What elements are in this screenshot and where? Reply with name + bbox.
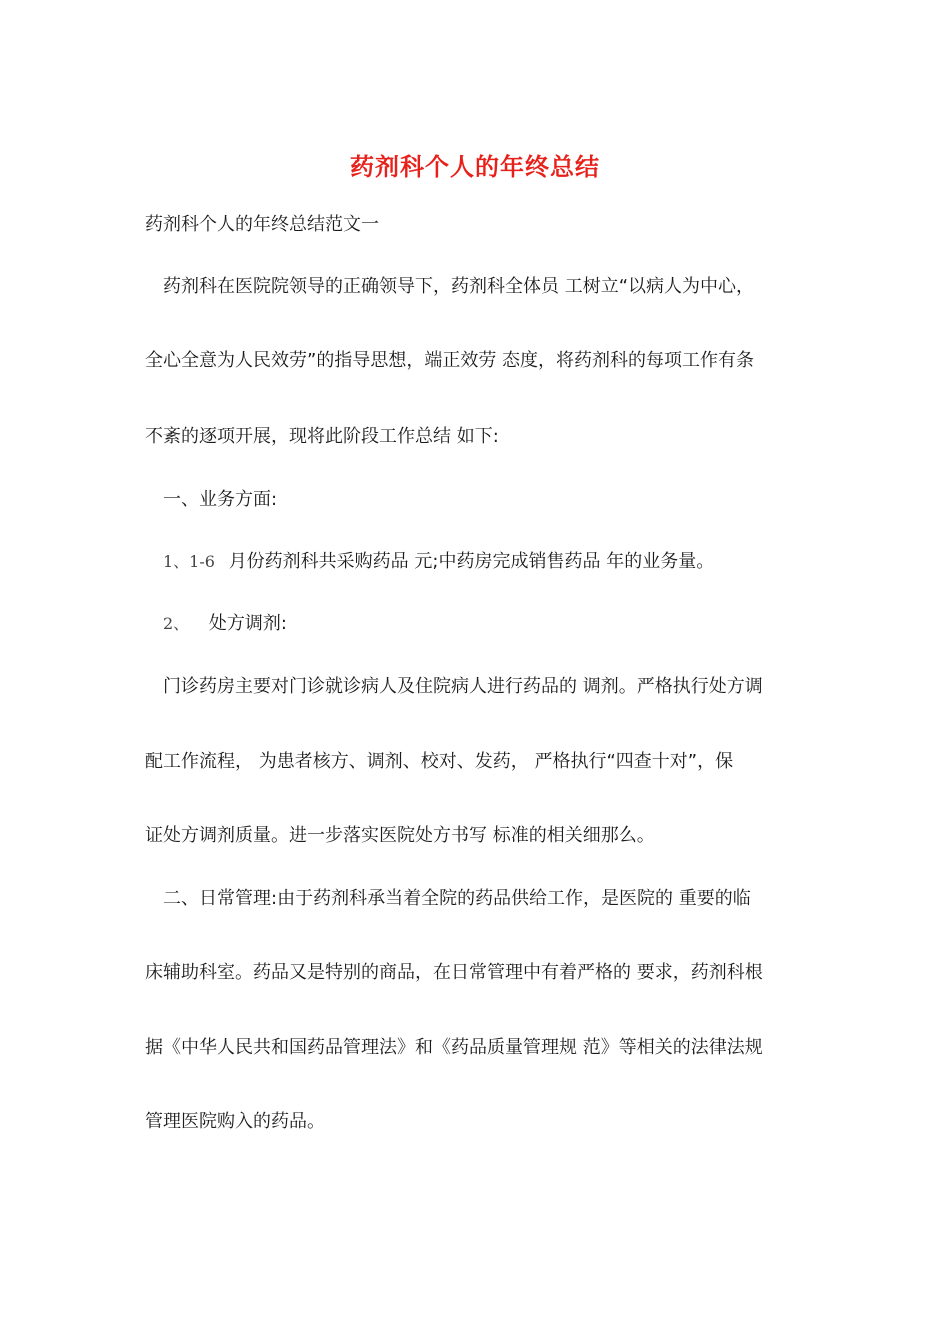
list-item-number: 1、1-6 <box>163 552 215 571</box>
list-item-purchasing <box>163 549 843 575</box>
list-item-text: 处方调剂: <box>208 613 287 634</box>
document-title: 药剂科个人的年终总结 <box>350 153 600 181</box>
list-item-text: 月份药剂科共采购药品 元;中药房完成销售药品 年的业务量。 <box>228 551 715 572</box>
management-line-4: 管理医院购入的药品。 <box>145 1111 325 1132</box>
list-item-number: 2、 <box>163 614 190 633</box>
dispensing-line-1: 门诊药房主要对门诊就诊病人及住院病人进行药品的 调剂。严格执行处方调 <box>163 676 763 697</box>
management-line-1: 二、日常管理:由于药剂科承当着全院的药品供给工作，是医院的 重要的临 <box>163 888 751 909</box>
document-subtitle: 药剂科个人的年终总结范文一 <box>145 214 379 235</box>
dispensing-line-3: 证处方调剂质量。进一步落实医院处方书写 标准的相关细那么。 <box>145 825 655 846</box>
intro-line-3: 不紊的逐项开展，现将此阶段工作总结 如下: <box>145 426 499 447</box>
intro-line-2: 全心全意为人民效劳”的指导思想，端正效劳 态度，将药剂科的每项工作有条 <box>145 350 755 371</box>
management-line-2: 床辅助科室。药品又是特别的商品，在日常管理中有着严格的 要求，药剂科根 <box>145 962 763 983</box>
list-item-dispensing <box>163 611 843 637</box>
intro-line-1: 药剂科在医院院领导的正确领导下，药剂科全体员 工树立“以病人为中心， <box>163 276 755 297</box>
management-line-3: 据《中华人民共和国药品管理法》和《药品质量管理规 范》等相关的法律法规 <box>145 1037 763 1058</box>
dispensing-line-2: 配工作流程， 为患者核方、调剂、校对、发药， 严格执行“四查十对”，保 <box>145 751 734 772</box>
section-heading-business: 一、业务方面: <box>163 489 278 510</box>
